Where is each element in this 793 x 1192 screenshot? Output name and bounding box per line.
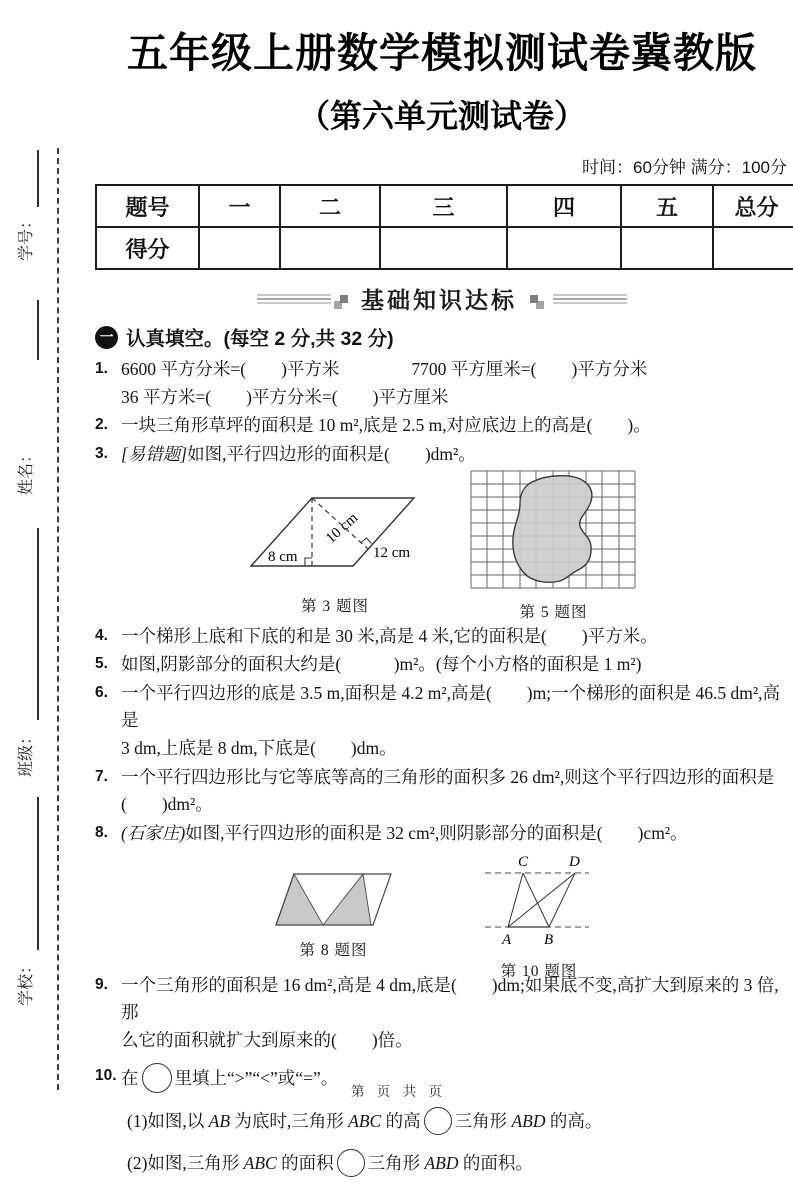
question-10-pre: 在 xyxy=(121,1067,139,1088)
figure-q5 xyxy=(470,470,637,622)
question-number: 3. xyxy=(95,444,108,462)
question-1-part-b: 7700 平方厘米=( )平方分米 xyxy=(411,359,648,379)
section-1-heading xyxy=(95,323,789,351)
question-number: 5. xyxy=(95,655,108,673)
question-6-line-2: 3 dm,上底是 8 dm,下底是( )dm。 xyxy=(121,738,397,759)
text-run: 的高 xyxy=(381,1110,421,1131)
score-table xyxy=(95,184,793,270)
time-score-info: 时间：60分钟 满分：100分 xyxy=(582,158,787,177)
question-9 xyxy=(95,972,789,1055)
figure-caption: 第 5 题图 xyxy=(519,603,588,621)
question-6 xyxy=(95,680,789,763)
question-4 xyxy=(95,623,789,651)
banner-line-left xyxy=(257,298,331,300)
parallelogram-shaded-triangles-diagram xyxy=(273,871,394,928)
question-number: 10. xyxy=(95,1066,117,1084)
banner-quote-icon xyxy=(530,295,538,303)
parallelogram-diagram xyxy=(241,472,429,584)
height-label: 10 cm xyxy=(322,509,362,547)
seal-fold-dashed-line xyxy=(57,148,59,1090)
figures-row-2 xyxy=(95,849,789,980)
section-1-title: 认真填空。(每空 2 分,共 32 分) xyxy=(126,328,394,350)
fill-in-line xyxy=(37,797,39,950)
grid-shaded-area-diagram xyxy=(470,470,637,590)
header-cell: 题号 xyxy=(96,185,199,227)
text-run: 的高。 xyxy=(545,1110,603,1131)
class-label: 班级： xyxy=(17,728,35,777)
score-label-cell: 得分 xyxy=(96,227,199,269)
text-run: 如图,三角形 xyxy=(147,1153,244,1174)
question-7-line-2: ( )dm²。 xyxy=(121,794,213,815)
error-prone-tag: [易错题] xyxy=(121,443,188,464)
text-run: 三角形 xyxy=(367,1153,425,1174)
paper-subtitle: （第六单元测试卷） xyxy=(297,98,586,134)
text-run: 如图,以 xyxy=(147,1110,209,1131)
question-2-text: 一块三角形草坪的面积是 10 m²,底是 2.5 m,对应底边上的高是( )。 xyxy=(121,415,651,436)
base-label: 8 cm xyxy=(268,548,298,565)
point-A-label: A xyxy=(502,931,512,948)
question-number: 2. xyxy=(95,416,108,434)
fill-in-line xyxy=(37,528,39,720)
score-empty-cell xyxy=(380,227,507,269)
score-table-header-row xyxy=(96,185,793,227)
student-id-label: 学号： xyxy=(17,212,35,261)
question-1-part-a: 6600 平方分米=( )平方米 xyxy=(121,359,340,379)
question-8-text: 如图,平行四边形的面积是 32 cm²,则阴影部分的面积是( )cm²。 xyxy=(185,823,688,844)
question-6-line-1: 一个平行四边形的底是 3.5 m,面积是 4.2 m²,高是( )m;一个梯形的面积是 46.5 dm²,高是 xyxy=(121,682,780,731)
triangle-ABD: ABD xyxy=(424,1153,459,1174)
segment-AB: AB xyxy=(208,1110,231,1131)
question-number: 9. xyxy=(95,975,108,993)
header-cell: 总分 xyxy=(713,185,793,227)
question-5-text: 如图,阴影部分的面积大约是( )m²。(每个小方格的面积是 1 m²) xyxy=(121,654,642,675)
figure-q8 xyxy=(273,871,394,960)
side-label: 12 cm xyxy=(373,544,411,561)
page-number-footer: 第 页 共 页 xyxy=(350,1084,443,1099)
triangle-ABC: ABC xyxy=(243,1153,277,1174)
score-table-score-row xyxy=(96,227,793,269)
sub-question-number: (2) xyxy=(127,1153,148,1174)
figure-caption: 第 8 题图 xyxy=(299,941,368,959)
question-3-text: 如图,平行四边形的面积是( )dm²。 xyxy=(187,443,476,464)
score-empty-cell xyxy=(621,227,713,269)
question-4-text: 一个梯形上底和下底的和是 30 米,高是 4 米,它的面积是( )平方米。 xyxy=(121,625,658,646)
question-8 xyxy=(95,820,789,848)
figures-row-1 xyxy=(95,470,789,622)
question-2 xyxy=(95,412,789,440)
header-cell: 三 xyxy=(380,185,507,227)
triangle-ABC: ABC xyxy=(348,1110,382,1131)
question-7 xyxy=(95,764,789,819)
test-paper xyxy=(95,20,789,1192)
point-D-label: D xyxy=(569,853,580,870)
triangles-between-parallel-lines-diagram xyxy=(483,849,595,949)
question-7-line-1: 一个平行四边形比与它等底等高的三角形的面积多 26 dm²,则这个平行四边形的面积是 xyxy=(121,766,775,787)
question-number: 8. xyxy=(95,824,108,842)
header-cell: 五 xyxy=(621,185,713,227)
text-run: 的面积 xyxy=(276,1153,334,1174)
fill-in-line xyxy=(37,300,39,360)
banner-title: 基础知识达标 xyxy=(361,287,517,313)
paper-title: 五年级上册数学模拟测试卷冀教版 xyxy=(127,30,757,76)
question-9-line-1: 一个三角形的面积是 16 dm²,高是 4 dm,底是( )dm;如果底不变,高扩大到原来的 3 倍,那 xyxy=(121,974,779,1023)
figure-q3 xyxy=(241,472,429,616)
banner-quote-icon xyxy=(340,295,348,303)
question-1-line-2: 36 平方米=( )平方分米=( )平方厘米 xyxy=(121,386,449,407)
question-9-line-2: 么它的面积就扩大到原来的( )倍。 xyxy=(121,1029,413,1050)
section-number-badge: 一 xyxy=(95,326,118,349)
fill-in-line xyxy=(37,150,39,207)
point-B-label: B xyxy=(544,931,554,948)
question-number: 1. xyxy=(95,360,108,377)
question-10-sub-2 xyxy=(121,1149,789,1178)
figure-caption: 第 3 题图 xyxy=(300,597,369,615)
score-empty-cell xyxy=(199,227,280,269)
question-10-sub-1 xyxy=(121,1107,789,1136)
answer-circle-blank xyxy=(337,1149,365,1177)
region-tag: (石家庄) xyxy=(121,823,186,844)
answer-circle-blank xyxy=(424,1107,452,1135)
question-5 xyxy=(95,651,789,679)
point-C-label: C xyxy=(518,853,529,870)
school-label: 学校： xyxy=(17,957,35,1006)
banner-line-right xyxy=(553,298,627,300)
score-empty-cell xyxy=(280,227,380,269)
score-empty-cell xyxy=(713,227,793,269)
question-10-post: 里填上“>”“<”或“=”。 xyxy=(174,1067,339,1088)
text-run: 为底时,三角形 xyxy=(230,1110,349,1131)
triangle-ABD: ABD xyxy=(511,1110,546,1131)
question-number: 4. xyxy=(95,626,108,644)
header-cell: 二 xyxy=(280,185,380,227)
question-3 xyxy=(95,441,789,469)
score-empty-cell xyxy=(507,227,621,269)
figure-caption: 第 10 题图 xyxy=(500,962,578,980)
question-1 xyxy=(95,356,789,411)
header-cell: 一 xyxy=(199,185,280,227)
section-banner xyxy=(95,282,789,315)
text-run: 的面积。 xyxy=(458,1153,533,1174)
question-number: 7. xyxy=(95,767,108,785)
text-run: 三角形 xyxy=(454,1110,512,1131)
figure-q10 xyxy=(483,849,595,981)
question-number: 6. xyxy=(95,683,108,701)
sub-question-number: (1) xyxy=(127,1110,148,1131)
header-cell: 四 xyxy=(507,185,621,227)
name-label: 姓名： xyxy=(17,446,35,495)
